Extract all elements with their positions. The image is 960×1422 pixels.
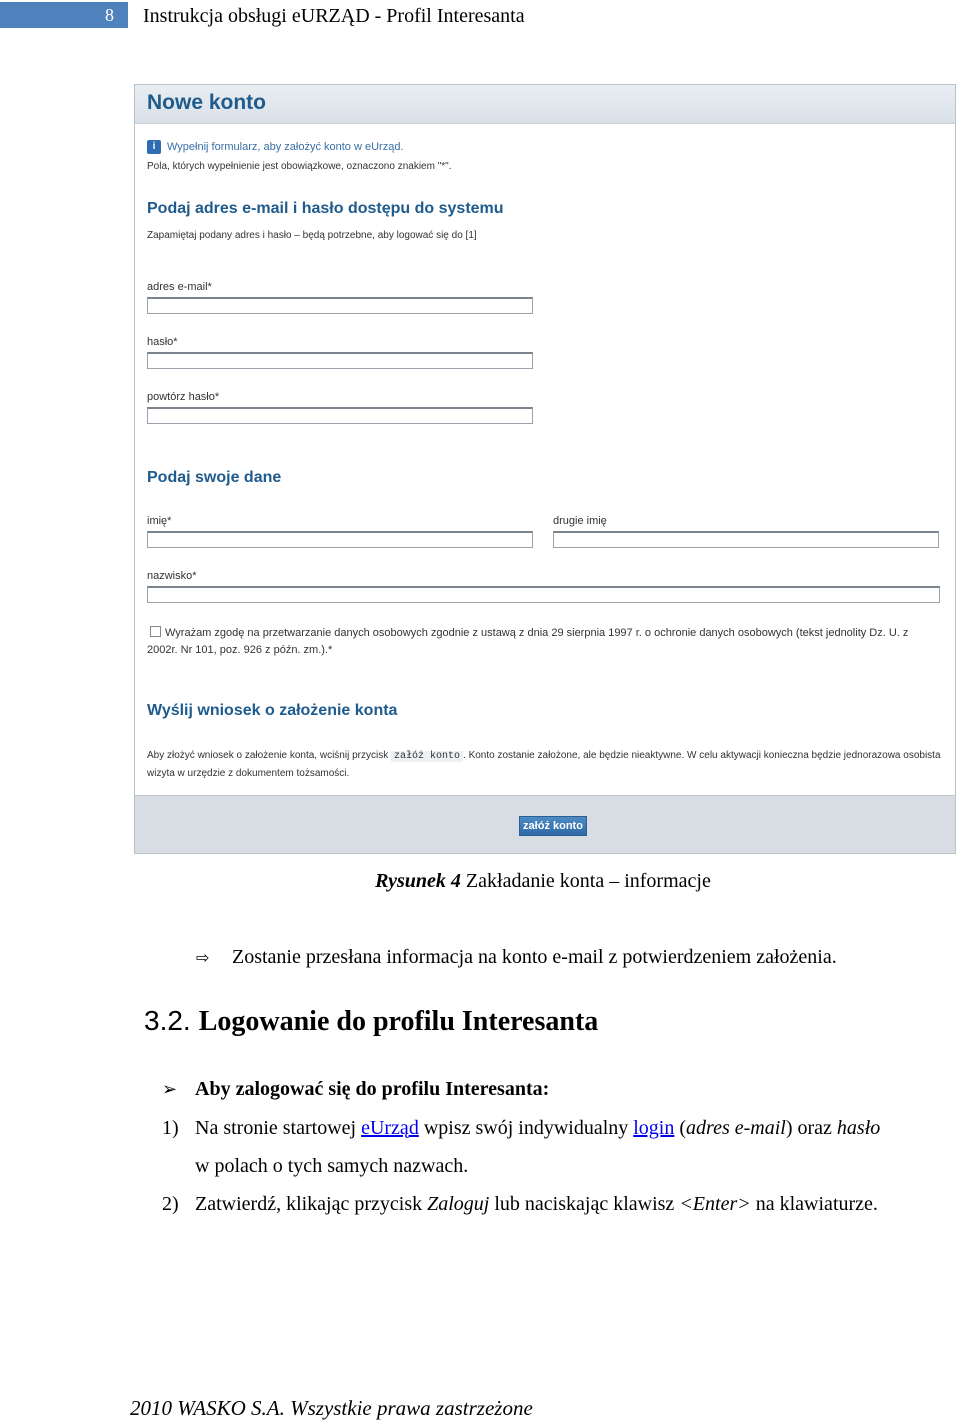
list-item-continuation: w polach o tych samych nazwach.	[195, 1155, 469, 1177]
section-credentials-note: Zapamiętaj podany adres i hasło – będą potrzebne, aby logować się do [1]	[147, 230, 477, 241]
last-name-label: nazwisko*	[147, 570, 197, 582]
form-info-text: Wypełnij formularz, aby założyć konto w eUrząd.	[167, 140, 404, 153]
eurzad-link[interactable]: eUrząd	[361, 1117, 419, 1139]
login-link[interactable]: login	[633, 1117, 675, 1139]
page-header-title: Instrukcja obsługi eURZĄD - Profil Interesanta	[143, 5, 525, 27]
new-account-form-screenshot	[134, 84, 956, 854]
second-name-field[interactable]	[553, 531, 939, 548]
second-name-label: drugie imię	[553, 515, 607, 527]
figure-caption-label: Rysunek 4	[375, 870, 461, 892]
step-text: (	[674, 1117, 687, 1139]
create-account-button[interactable]: załóż konto	[519, 816, 587, 836]
info-icon: i	[147, 140, 161, 154]
list-item-number: 1)	[162, 1117, 179, 1139]
section-heading	[144, 1005, 598, 1038]
step-text: na klawiaturze.	[750, 1193, 878, 1215]
required-note: Pola, których wypełnienie jest obowiązkowe, oznaczono znakiem "*".	[147, 161, 452, 172]
list-item	[162, 1185, 878, 1223]
section-number: 3.2.	[144, 1005, 191, 1036]
section-personal-title: Podaj swoje dane	[147, 469, 282, 486]
list-item-number: 2)	[162, 1193, 179, 1215]
first-name-label: imię*	[147, 515, 172, 527]
password-label: hasło*	[147, 336, 178, 348]
section-submit-title: Wyślij wniosek o założenie konta	[147, 702, 398, 719]
form-title: Nowe konto	[147, 91, 266, 114]
submit-instructions-code: załóż konto	[391, 751, 463, 762]
password-field[interactable]	[147, 352, 533, 369]
form-footer-bar	[135, 795, 955, 853]
list-item	[162, 1109, 880, 1147]
submit-instructions	[147, 747, 955, 782]
step-text-italic: <Enter>	[679, 1193, 751, 1215]
email-label: adres e-mail*	[147, 281, 212, 293]
submit-instructions-a: Aby złożyć wniosek o założenie konta, wciśnij przycisk	[147, 750, 389, 761]
step-text: Zatwierdź, klikając przycisk	[195, 1193, 428, 1215]
figure-caption	[0, 870, 960, 893]
hollow-arrow-icon: ⇨	[196, 948, 210, 967]
section-title: Logowanie do profilu Interesanta	[198, 1006, 599, 1037]
figure-caption-text: Zakładanie konta – informacje	[460, 870, 711, 892]
step-text: wpisz swój indywidualny	[418, 1117, 634, 1139]
note-line	[196, 946, 837, 969]
page-number: 8	[0, 2, 128, 28]
consent-text: Wyrażam zgodę na przetwarzanie danych osobowych zgodnie z ustawą z dnia 29 sierpnia 1997 r. o ochronie danych osobowych (tekst jednolity Dz. U. z 2002r. Nr 101, poz. 926 z późn. zm.).*	[147, 627, 909, 656]
note-line-text: Zostanie przesłana informacja na konto e-mail z potwierdzeniem założenia.	[232, 946, 837, 968]
bullet-heading	[162, 1078, 549, 1101]
step-text-italic: adres e-mail	[686, 1117, 786, 1139]
step-text: Na stronie startowej	[195, 1117, 362, 1139]
last-name-field[interactable]	[147, 586, 940, 603]
page-footer: 2010 WASKO S.A. Wszystkie prawa zastrzeżone	[130, 1396, 533, 1420]
password-repeat-label: powtórz hasło*	[147, 391, 220, 403]
email-field[interactable]	[147, 297, 533, 314]
step-text: ) oraz	[785, 1117, 837, 1139]
bullet-heading-text: Aby zalogować się do profilu Interesanta:	[195, 1078, 550, 1100]
section-credentials-title: Podaj adres e-mail i hasło dostępu do systemu	[147, 200, 504, 217]
step-text-italic: hasło	[836, 1117, 881, 1139]
step-text: lub naciskając klawisz	[489, 1193, 680, 1215]
submit-instructions-b: . Konto zostanie założone, ale będzie nieaktywne. W celu aktywacji konieczna będzie jednorazowa osobista wizyta w urzędzie z dokumentem tożsamości.	[147, 750, 941, 779]
form-header-bar	[135, 85, 955, 124]
form-info	[147, 140, 404, 154]
step-text-italic: Zaloguj	[427, 1193, 490, 1215]
first-name-field[interactable]	[147, 531, 533, 548]
arrowhead-bullet-icon: ➢	[162, 1079, 178, 1100]
password-repeat-field[interactable]	[147, 407, 533, 424]
